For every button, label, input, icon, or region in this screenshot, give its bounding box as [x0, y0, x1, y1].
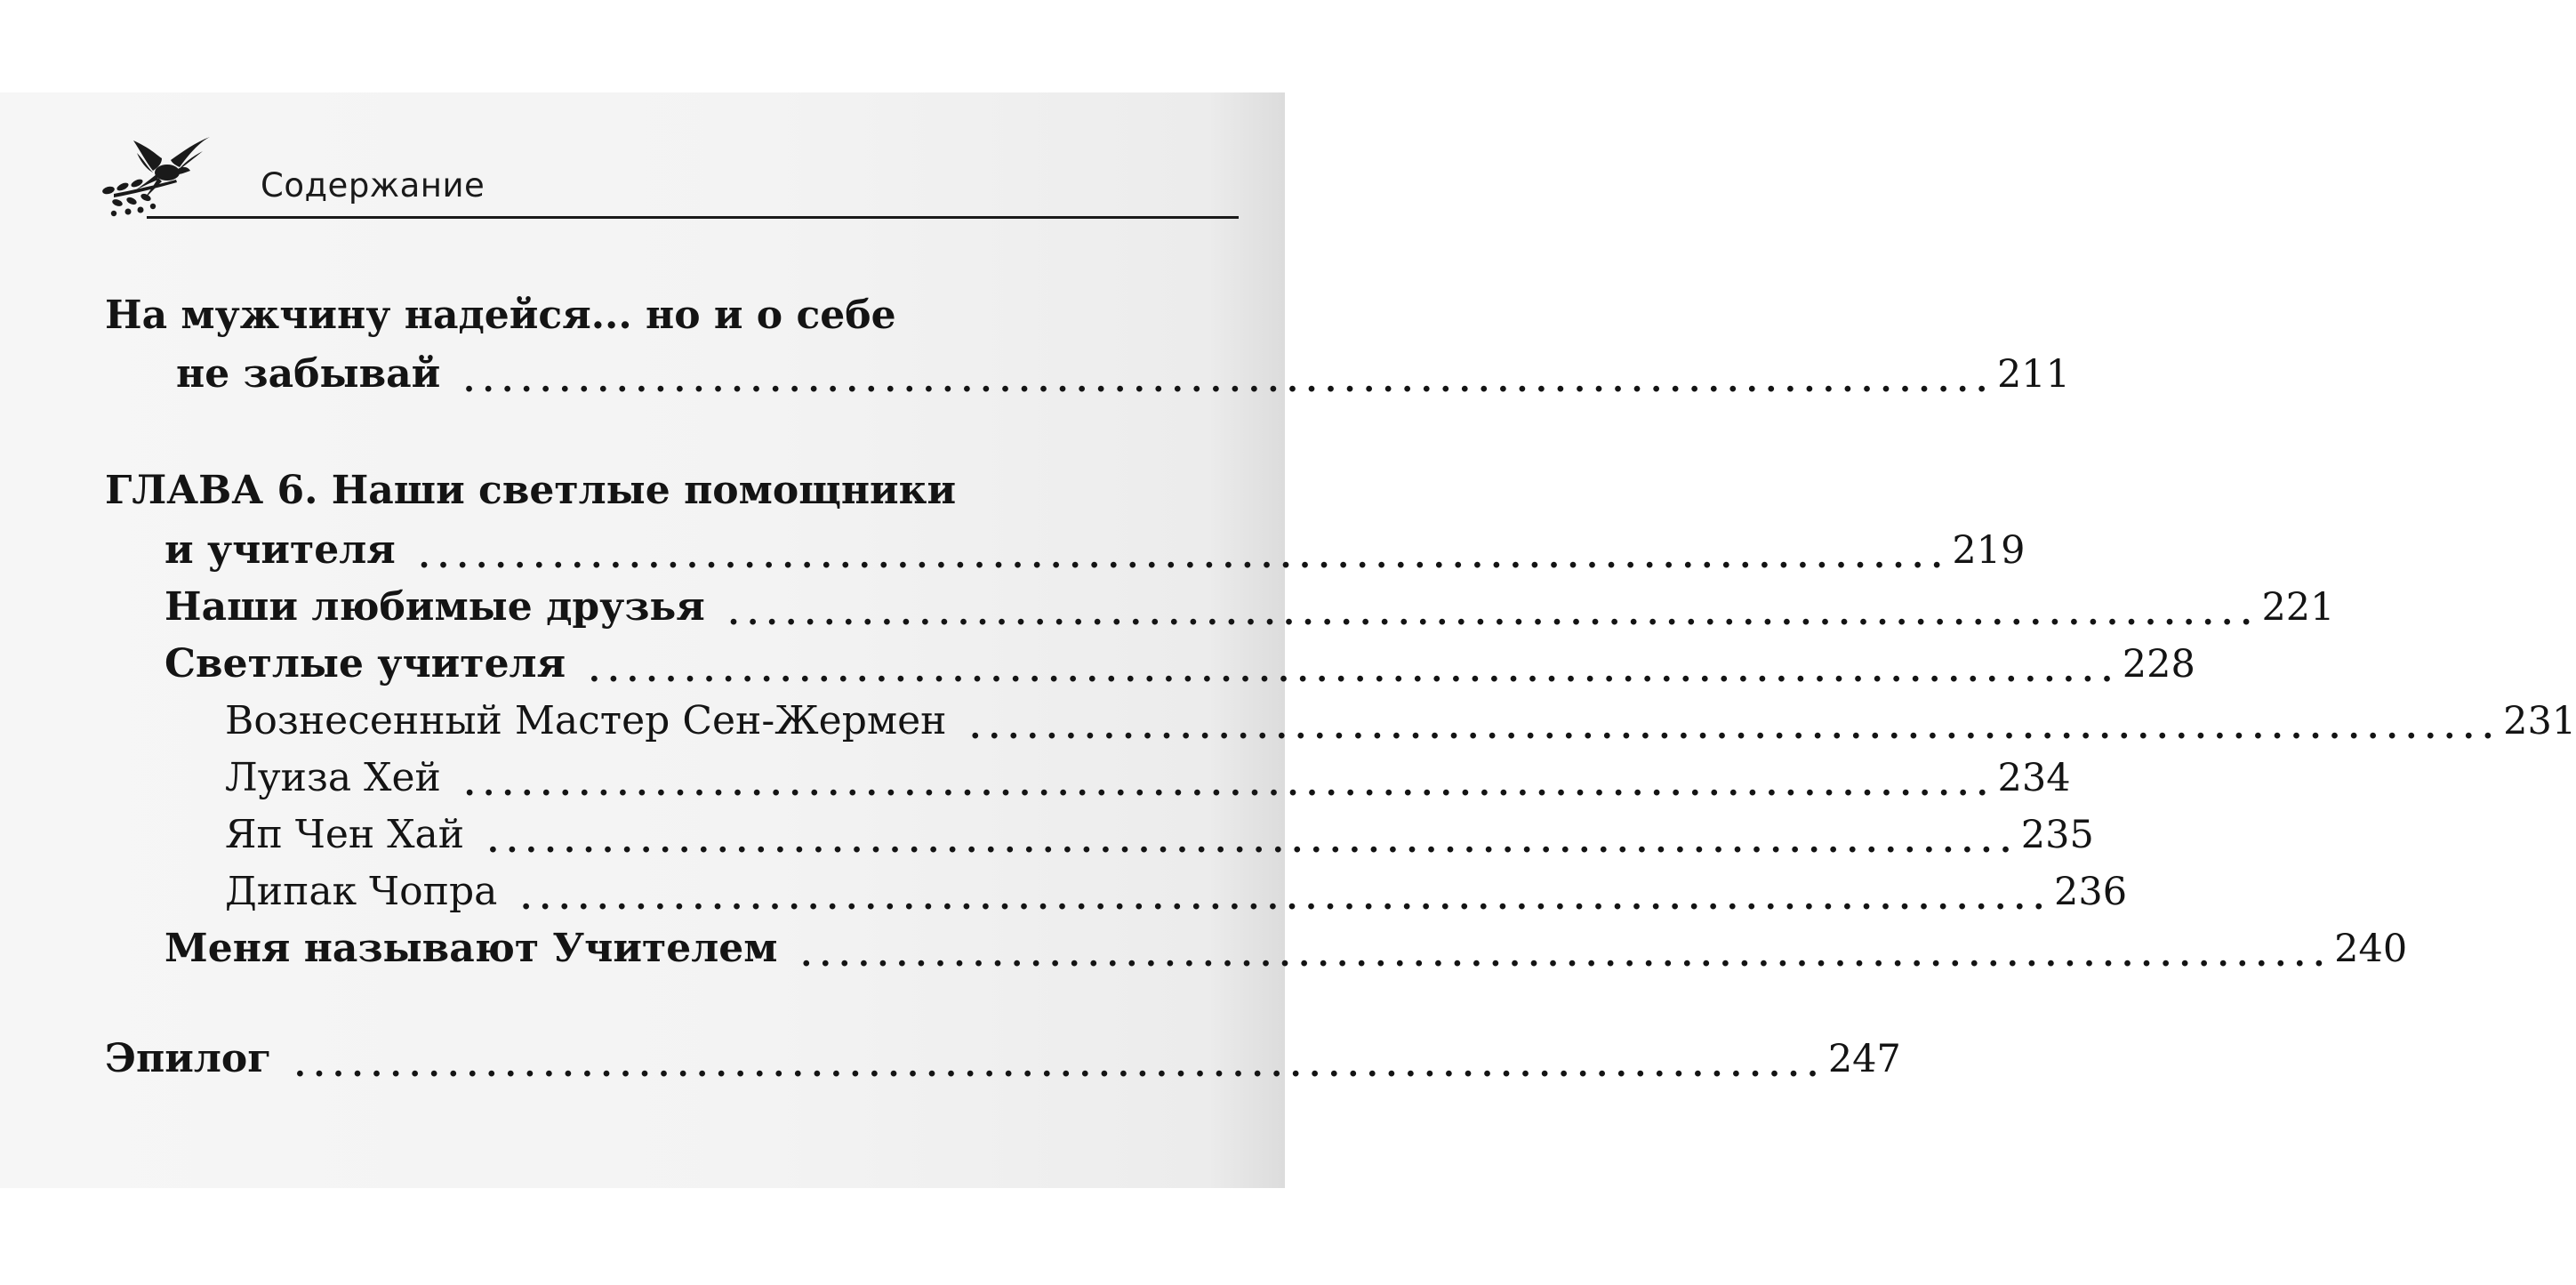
- toc-entry[interactable]: [225, 747, 2071, 803]
- toc-entry-title: не забывай: [176, 351, 441, 397]
- toc-page-number: 228: [2122, 642, 2195, 687]
- leader-dots: ................................................................................: [589, 652, 2121, 689]
- toc-entry[interactable]: [176, 343, 2071, 399]
- toc-entry[interactable]: [165, 519, 2026, 575]
- leader-dots: ................................................................................: [520, 879, 2053, 917]
- toc-page-number: 235: [2020, 813, 2094, 857]
- toc-page-number: 247: [1827, 1037, 1901, 1081]
- toc-entry-title-line1: На мужчину надейся... но и о себе: [105, 293, 896, 338]
- leader-dots: ................................................................................: [463, 766, 1996, 803]
- toc-entry-title: Дипак Чопра: [225, 869, 498, 914]
- toc-entry[interactable]: [225, 861, 2128, 917]
- toc-entry[interactable]: [225, 804, 2094, 860]
- toc-page-number: 219: [1952, 528, 2026, 573]
- page-title: Содержание: [261, 166, 486, 205]
- toc-entry-title: Меня называют Учителем: [165, 926, 778, 971]
- chapter-heading: ГЛАВА 6. Наши светлые помощники: [105, 468, 957, 513]
- toc-page-number: 211: [1996, 352, 2071, 397]
- leader-dots: ................................................................................: [418, 538, 1951, 575]
- book-page: [0, 92, 2576, 1188]
- leader-dots: ................................................................................: [969, 709, 2502, 746]
- toc-entry[interactable]: [225, 690, 2576, 746]
- toc-entry[interactable]: [165, 918, 2408, 974]
- toc-entry-title: Луиза Хей: [225, 755, 441, 800]
- toc-entry-title: Наши любимые друзья: [165, 584, 705, 630]
- toc-page-number: 221: [2261, 585, 2335, 630]
- leader-dots: ................................................................................: [463, 362, 1995, 399]
- leader-dots: ................................................................................: [487, 823, 2019, 860]
- toc-page-number: 234: [1997, 756, 2071, 800]
- toc-entry-title: Яп Чен Хай: [225, 812, 465, 857]
- toc-page-number: 236: [2054, 870, 2128, 914]
- toc-page-number: 240: [2334, 927, 2408, 971]
- toc-entry-title: и учителя: [165, 527, 396, 573]
- leader-dots: ................................................................................: [800, 936, 2333, 974]
- header-divider: [147, 216, 1239, 219]
- leader-dots: ................................................................................: [727, 595, 2260, 632]
- toc-entry-title: Вознесенный Мастер Сен-Жермен: [225, 698, 947, 743]
- toc-entry-title: Эпилог: [105, 1036, 272, 1081]
- toc-entry-title: Светлые учителя: [165, 641, 566, 687]
- dove-with-branch-icon: [96, 132, 221, 221]
- toc-entry[interactable]: [165, 633, 2195, 689]
- toc-page-number: 231: [2503, 699, 2576, 743]
- toc-entry[interactable]: [105, 1028, 1901, 1084]
- leader-dots: ................................................................................: [294, 1047, 1826, 1084]
- toc-entry[interactable]: [165, 576, 2335, 632]
